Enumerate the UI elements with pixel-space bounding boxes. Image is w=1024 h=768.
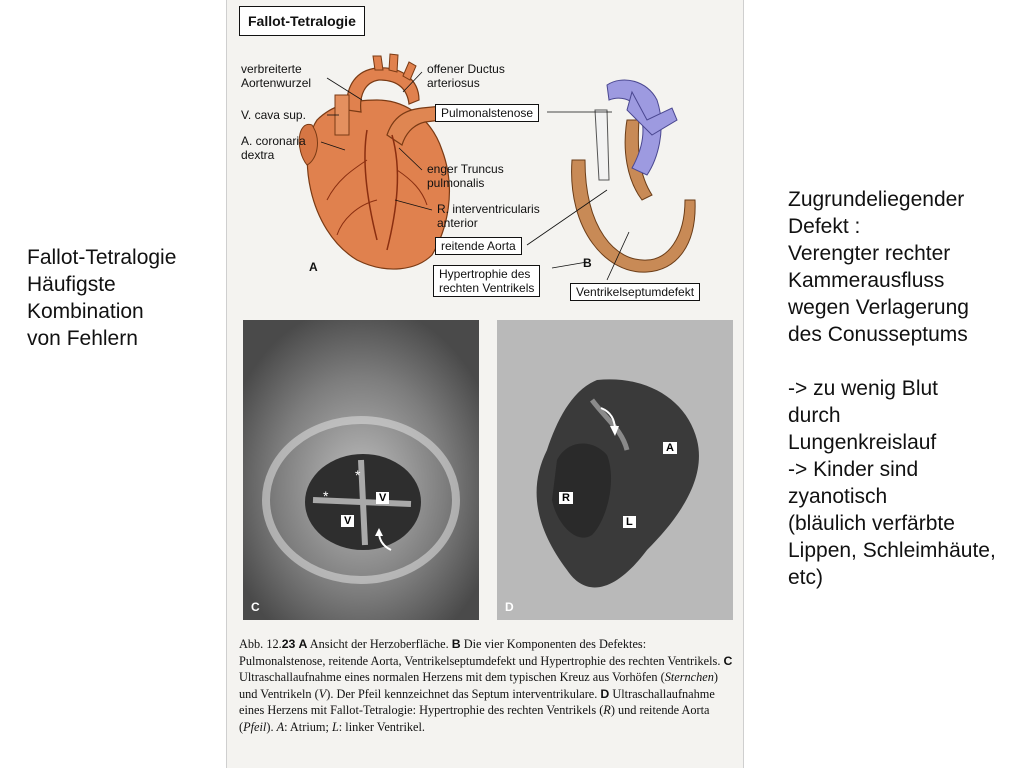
box-pulmonary-stenosis: Pulmonalstenose (435, 104, 539, 122)
right-text-line: Defekt : (788, 215, 861, 238)
right-text-line: des Conusseptums (788, 323, 968, 346)
caption-label: D (600, 686, 610, 701)
box-overriding-aorta: reitende Aorta (435, 237, 522, 255)
ventricle-label-left: V (341, 515, 354, 527)
figure-caption (239, 636, 735, 735)
box-line: rechten Ventrikels (439, 281, 535, 295)
caption-fig-number: 23 (281, 637, 296, 651)
atrium-marker: * (355, 467, 361, 483)
scanned-textbook-figure (226, 0, 744, 768)
caption-italic: Pfeil (243, 719, 267, 734)
caption-italic: A (276, 719, 285, 734)
caption-text: Ansicht der Herzoberfläche. (307, 637, 452, 651)
caption-fig-prefix: Abb. 12. (239, 637, 282, 651)
label-line: anterior (437, 216, 478, 230)
right-text-line: etc) (788, 566, 824, 589)
right-text-line: durch (788, 404, 841, 427)
septum-arrow-icon (369, 524, 399, 554)
caption-text: ) und Ventrikeln ( (239, 670, 718, 701)
right-text-gap (788, 348, 1024, 375)
right-text-line: Zugrundeliegender (788, 188, 965, 211)
caption-text: : Atrium; (284, 719, 332, 734)
box-line: Hypertrophie des (439, 267, 531, 281)
right-text-line: Kammerausfluss (788, 269, 945, 292)
right-text-line: Lungenkreislauf (788, 431, 937, 454)
right-text-line: -> Kinder sind (788, 458, 919, 481)
right-explanation-text (788, 186, 1024, 591)
label-coronaria (241, 134, 306, 162)
caption-label: A (298, 637, 308, 651)
atrium-label: A (663, 442, 677, 454)
left-summary-text (27, 244, 227, 352)
right-text-line: Lippen, Schleimhäute, (788, 539, 996, 562)
right-text-line: zyanotisch (788, 485, 888, 508)
label-line: enger Truncus (427, 162, 504, 176)
label-line: Aortenwurzel (241, 76, 312, 90)
right-text-line: -> zu wenig Blut (788, 377, 938, 400)
left-text-line: Kombination (27, 300, 144, 323)
label-truncus (427, 162, 504, 190)
caption-text: ). (266, 719, 277, 734)
left-text-line: Fallot-Tetralogie (27, 246, 177, 269)
ventricle-label-right: V (376, 492, 389, 504)
caption-label: C (723, 653, 733, 668)
panel-label-d: D (505, 600, 514, 614)
label-ductus (427, 62, 505, 90)
ultrasound-fallot-heart (497, 320, 733, 620)
right-text-line: (bläulich verfärbte (788, 512, 955, 535)
box-hypertrophy (433, 265, 540, 297)
label-line: arteriosus (427, 76, 480, 90)
panel-label-c: C (251, 600, 260, 614)
label-vena-cava: V. cava sup. (241, 108, 306, 122)
label-line: offener Ductus (427, 62, 505, 76)
label-interventricular (437, 202, 540, 230)
ultrasound-c-image (243, 320, 479, 620)
caption-text: : linker Ventrikel. (338, 719, 425, 734)
caption-italic: L (331, 719, 339, 734)
label-line: R. interventricularis (437, 202, 540, 216)
left-ventricle-label: L (623, 516, 636, 528)
label-line: A. coronaria (241, 134, 306, 148)
right-ventricle-label: R (559, 492, 573, 504)
right-text-line: wegen Verlagerung (788, 296, 969, 319)
figure-title: Fallot-Tetralogie (239, 6, 365, 36)
panel-label-b: B (583, 256, 592, 270)
ultrasound-d-image (497, 320, 733, 620)
box-vsd: Ventrikelseptumdefekt (570, 283, 700, 301)
atrium-marker: * (323, 488, 329, 504)
caption-label: B (451, 637, 461, 651)
panel-label-a: A (309, 260, 318, 274)
label-line: pulmonalis (427, 176, 485, 190)
label-aortic-root (241, 62, 311, 90)
left-text-line: Häufigste (27, 273, 116, 296)
right-text-line: Verengter rechter (788, 242, 951, 265)
caption-text: Die vier Komponenten des Defektes: Pulmonalstenose, reitende Aorta, Ventrikelseptumdefekt und Hypertrophie des rechten Ventrikels. (239, 637, 724, 668)
label-line: verbreiterte (241, 62, 302, 76)
caption-italic: R (603, 703, 611, 717)
caption-text: Ultraschallaufnahme eines Herzens mit Fallot-Tetralogie: Hypertrophie des rechten Ventrikels ( (239, 686, 715, 717)
caption-italic: V (318, 686, 327, 701)
ultrasound-normal-heart (243, 320, 479, 620)
caption-italic: Sternchen (664, 670, 714, 684)
left-text-line: von Fehlern (27, 327, 138, 350)
caption-text: ) und reitende Aorta ( (239, 703, 710, 734)
overriding-aorta-arrow-icon (597, 404, 627, 438)
caption-text: Ultraschallaufnahme eines normalen Herzens mit dem typischen Kreuz aus Vorhöfen ( (239, 670, 665, 684)
caption-text: ). Der Pfeil kennzeichnet das Septum interventrikulare. (326, 686, 601, 701)
label-line: dextra (241, 148, 275, 162)
